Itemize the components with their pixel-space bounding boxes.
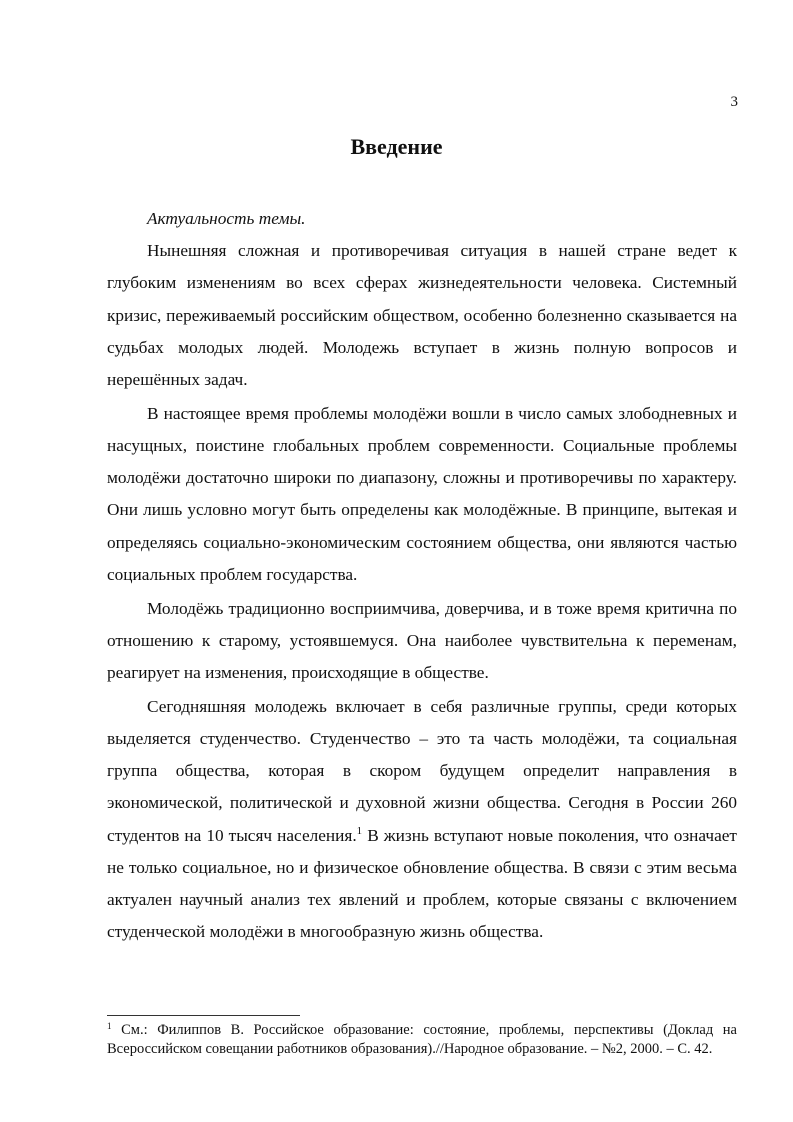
footnote-reference[interactable]: 1 <box>356 824 363 837</box>
section-title: Введение <box>350 134 443 159</box>
subheading: Актуальность темы. <box>147 209 306 228</box>
paragraph: В настоящее время проблемы молодёжи вошли в число самых злободневных и насущных, поистине глобальных проблем современности. Социальные проблемы молодёжи достаточно широки по диапазону, сложны и противоречивы по характеру. Они лишь условно могут быть определены как молодёжные. В принципе, вытекая и определяясь социально-экономическим состоянием общества, они являются частью социальных проблем государства. <box>107 403 737 584</box>
footnote <box>107 1021 737 1058</box>
paragraph: Молодёжь традиционно восприимчива, доверчива, и в тоже время критична по отношению к старому, устоявшемуся. Она наиболее чувствительна к переменам, реагирует на изменения, происходящие в обществе. <box>107 598 737 683</box>
footnote-text: См.: Филиппов В. Российское образование: состояние, проблемы, перспективы (Доклад на Всероссийском совещании работников образования).//Народное образование. – №2, 2000. – С. 42. <box>107 1022 737 1057</box>
body-text <box>107 203 737 948</box>
paragraph-text: Сегодняшняя молодежь включает в себя различные группы, среди которых выделяется студенчество. Студенчество – это та часть молодёжи, та социальная группа общества, которая в скором будущем определит направления в экономической, политической и духовной жизни общества. Сегодня в России 260 студентов на 10 тысяч населения. <box>107 696 737 845</box>
footnote-divider <box>107 1015 300 1016</box>
paragraph: Нынешняя сложная и противоречивая ситуация в нашей стране ведет к глубоким изменениям во всех сферах жизнедеятельности человека. Системный кризис, переживаемый российским обществом, особенно болезненно сказывается на судьбах молодых людей. Молодежь вступает в жизнь полную вопросов и нерешённых задач. <box>107 241 737 390</box>
paragraph-with-footnote <box>107 691 737 949</box>
page-number: 3 <box>730 94 738 110</box>
paragraph-text: В жизнь вступают новые поколения, что означает не только социальное, но и физическое обновление общества. В связи с этим весьма актуален научный анализ тех явлений и проблем, которые связаны с включением студенческой молодёжи в многообразную жизнь общества. <box>107 825 737 942</box>
footnote-mark: 1 <box>107 1021 112 1031</box>
